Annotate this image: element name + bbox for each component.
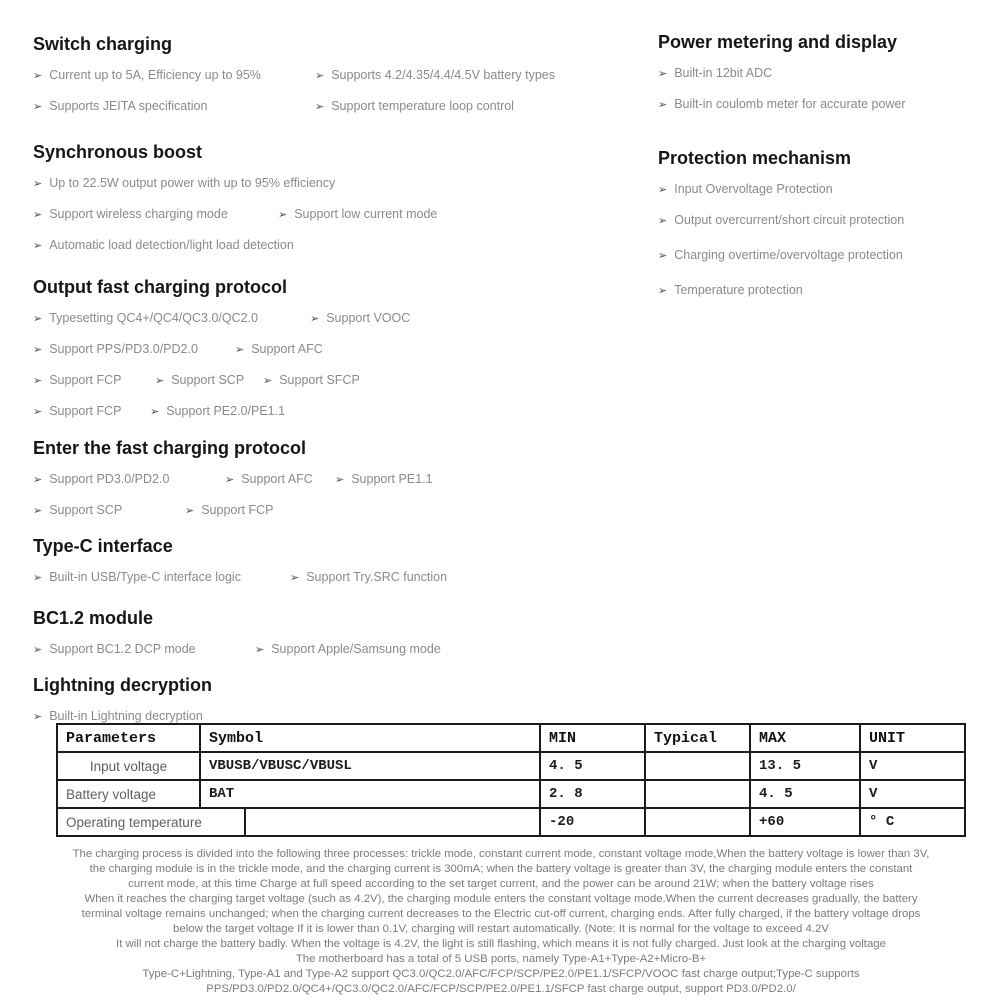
- table-header-max: MAX: [750, 724, 860, 752]
- feature-text: Support PD3.0/PD2.0: [49, 472, 170, 486]
- param-name-cell: Input voltage: [57, 752, 200, 780]
- table-header-min: MIN: [540, 724, 645, 752]
- arrow-bullet-icon: ➢: [658, 99, 668, 111]
- feature-text: Support temperature loop control: [331, 99, 514, 113]
- feature-item: [33, 206, 278, 223]
- feature-item: [185, 502, 273, 519]
- charging-notes: [31, 847, 971, 997]
- arrow-bullet-icon: ➢: [185, 505, 195, 517]
- feature-row: [33, 569, 645, 586]
- arrow-bullet-icon: ➢: [335, 474, 345, 486]
- feature-text: Support VOOC: [326, 311, 411, 325]
- arrow-bullet-icon: ➢: [155, 375, 165, 387]
- typical-cell: [645, 808, 750, 836]
- arrow-bullet-icon: ➢: [33, 101, 43, 113]
- feature-row: [33, 471, 645, 488]
- feature-text: Support AFC: [241, 472, 313, 486]
- feature-text: Built-in USB/Type-C interface logic: [49, 570, 241, 584]
- feature-item: [658, 247, 903, 264]
- feature-item: [263, 372, 360, 389]
- note-line: terminal voltage remains unchanged; when the charging current decreases to the Electric cut-off current, charging ends. After fully charged, if the battery voltage drops: [81, 908, 921, 920]
- table-header-parameters: Parameters: [57, 724, 200, 752]
- feature-text: Built-in coulomb meter for accurate power: [674, 97, 906, 111]
- table-row: [57, 808, 965, 836]
- note-line: When it reaches the charging target voltage (such as 4.2V), the charging module enters the constant voltage mode.When the current decreases gradually, the battery: [84, 893, 918, 905]
- section-title-output-fast-charging: Output fast charging protocol: [33, 277, 287, 297]
- feature-item: [33, 641, 255, 658]
- feature-text: Support FCP: [49, 404, 122, 418]
- note-line: The motherboard has a total of 5 USB ports, namely Type-A1+Type-A2+Micro-B+: [295, 953, 707, 965]
- feature-row: [658, 212, 992, 229]
- unit-cell: V: [860, 780, 965, 808]
- note-line: current mode, at this time Charge at full speed according to the set target current, and the power can be around 21W; when the battery voltage rises: [128, 878, 874, 890]
- feature-text: Support wireless charging mode: [49, 207, 228, 221]
- section-title-enter-fast-charging: Enter the fast charging protocol: [33, 438, 307, 458]
- arrow-bullet-icon: ➢: [33, 70, 43, 82]
- arrow-bullet-icon: ➢: [658, 250, 668, 262]
- section-title-bc12-module: BC1.2 module: [33, 608, 154, 628]
- feature-item: [658, 181, 833, 198]
- arrow-bullet-icon: ➢: [33, 406, 43, 418]
- arrow-bullet-icon: ➢: [33, 344, 43, 356]
- arrow-bullet-icon: ➢: [263, 375, 273, 387]
- feature-item: [33, 502, 185, 519]
- feature-item: [33, 403, 150, 420]
- arrow-bullet-icon: ➢: [33, 644, 43, 656]
- feature-item: [235, 341, 323, 358]
- max-cell: 13. 5: [750, 752, 860, 780]
- arrow-bullet-icon: ➢: [315, 101, 325, 113]
- arrow-bullet-icon: ➢: [658, 215, 668, 227]
- feature-item: [658, 282, 803, 299]
- feature-text: Support low current mode: [294, 207, 438, 221]
- feature-text: Support PE2.0/PE1.1: [166, 404, 286, 418]
- feature-row: [33, 372, 645, 389]
- max-cell: 4. 5: [750, 780, 860, 808]
- arrow-bullet-icon: ➢: [33, 375, 43, 387]
- note-line: It will not charge the battery badly. When the voltage is 4.2V, the light is still flashing, which means it is not fully charged. Just look at the charging voltage: [116, 938, 886, 950]
- arrow-bullet-icon: ➢: [658, 68, 668, 80]
- feature-text: Output overcurrent/short circuit protection: [674, 213, 905, 227]
- feature-row: [658, 247, 992, 264]
- unit-cell: ° C: [860, 808, 965, 836]
- feature-text: Support SCP: [171, 373, 245, 387]
- feature-item: [33, 569, 290, 586]
- feature-item: [658, 96, 906, 113]
- feature-text: Built-in 12bit ADC: [674, 66, 773, 80]
- table-header-typical: Typical: [645, 724, 750, 752]
- feature-item: [225, 471, 335, 488]
- feature-row: [658, 282, 992, 299]
- arrow-bullet-icon: ➢: [33, 474, 43, 486]
- arrow-bullet-icon: ➢: [658, 184, 668, 196]
- arrow-bullet-icon: ➢: [33, 505, 43, 517]
- feature-row: [658, 65, 992, 82]
- feature-text: Supports 4.2/4.35/4.4/4.5V battery types: [331, 68, 555, 82]
- arrow-bullet-icon: ➢: [33, 711, 43, 723]
- feature-item: [33, 67, 315, 84]
- arrow-bullet-icon: ➢: [33, 209, 43, 221]
- arrow-bullet-icon: ➢: [33, 178, 43, 190]
- feature-text: Support FCP: [201, 503, 274, 517]
- table-header-row: [57, 724, 965, 752]
- arrow-bullet-icon: ➢: [658, 285, 668, 297]
- section-title-type-c-interface: Type-C interface: [33, 536, 173, 556]
- feature-text: Support Try.SRC function: [306, 570, 448, 584]
- feature-item: [290, 569, 447, 586]
- arrow-bullet-icon: ➢: [33, 572, 43, 584]
- feature-text: Input Overvoltage Protection: [674, 182, 833, 196]
- feature-text: Support SFCP: [279, 373, 360, 387]
- arrow-bullet-icon: ➢: [33, 240, 43, 252]
- feature-text: Current up to 5A, Efficiency up to 95%: [49, 68, 261, 82]
- feature-text: Built-in Lightning decryption: [49, 709, 203, 723]
- note-line: The charging process is divided into the following three processes: trickle mode, constant current mode, constant voltage mode,When the battery voltage is lower than 3V,: [72, 848, 930, 860]
- feature-item: [33, 237, 294, 254]
- arrow-bullet-icon: ➢: [225, 474, 235, 486]
- feature-item: [658, 212, 904, 229]
- min-cell: -20: [540, 808, 645, 836]
- feature-text: Support BC1.2 DCP mode: [49, 642, 196, 656]
- arrow-bullet-icon: ➢: [150, 406, 160, 418]
- feature-item: [315, 98, 514, 115]
- feature-row: [33, 175, 645, 192]
- note-line: Type-C+Lightning, Type-A1 and Type-A2 support QC3.0/QC2.0/AFC/FCP/SCP/PE2.0/PE1.1/SFCP/VOOC fast charge output;Type-C supports: [142, 968, 860, 980]
- feature-text: Typesetting QC4+/QC4/QC3.0/QC2.0: [49, 311, 258, 325]
- feature-row: [658, 181, 992, 198]
- right-column: [658, 31, 992, 313]
- arrow-bullet-icon: ➢: [235, 344, 245, 356]
- section-title-protection-mechanism: Protection mechanism: [658, 148, 852, 168]
- feature-item: [278, 206, 437, 223]
- feature-item: [310, 310, 410, 327]
- arrow-bullet-icon: ➢: [290, 572, 300, 584]
- feature-text: Charging overtime/overvoltage protection: [674, 248, 903, 262]
- section-title-switch-charging: Switch charging: [33, 34, 173, 54]
- feature-item: [33, 341, 235, 358]
- feature-item: [150, 403, 285, 420]
- min-cell: 4. 5: [540, 752, 645, 780]
- feature-text: Support SCP: [49, 503, 123, 517]
- feature-row: [33, 98, 645, 115]
- symbol-cell: BAT: [200, 780, 540, 808]
- feature-row: [33, 237, 645, 254]
- feature-text: Supports JEITA specification: [49, 99, 208, 113]
- feature-text: Support AFC: [251, 342, 323, 356]
- max-cell: +60: [750, 808, 860, 836]
- feature-item: [33, 372, 155, 389]
- feature-text: Support PPS/PD3.0/PD2.0: [49, 342, 198, 356]
- table-header-unit: UNIT: [860, 724, 965, 752]
- arrow-bullet-icon: ➢: [255, 644, 265, 656]
- section-title-power-metering: Power metering and display: [658, 32, 898, 52]
- note-line: below the target voltage If it is lower than 0.1V, charging will restart automatically. (Note: It is normal for the voltage to exceed 4.2V: [173, 923, 829, 935]
- symbol-cell: [245, 808, 540, 836]
- feature-item: [335, 471, 433, 488]
- feature-text: Support Apple/Samsung mode: [271, 642, 441, 656]
- feature-row: [33, 502, 645, 519]
- param-name-cell: Operating temperature: [57, 808, 245, 836]
- feature-row: [33, 67, 645, 84]
- feature-row: [658, 96, 992, 113]
- feature-row: [33, 341, 645, 358]
- feature-row: [33, 641, 645, 658]
- feature-item: [33, 310, 310, 327]
- feature-item: [315, 67, 555, 84]
- feature-item: [658, 65, 772, 82]
- feature-item: [33, 98, 315, 115]
- typical-cell: [645, 752, 750, 780]
- arrow-bullet-icon: ➢: [310, 313, 320, 325]
- arrow-bullet-icon: ➢: [278, 209, 288, 221]
- unit-cell: V: [860, 752, 965, 780]
- feature-text: Automatic load detection/light load detection: [49, 238, 294, 252]
- feature-item: [33, 175, 335, 192]
- feature-row: [33, 403, 645, 420]
- table-row: [57, 752, 965, 780]
- symbol-cell: VBUSB/VBUSC/VBUSL: [200, 752, 540, 780]
- note-line: the charging module is in the trickle mode, and the charging current is 300mA; when the battery voltage is greater than 3V, the charging module enters the constant: [89, 863, 913, 875]
- feature-text: Temperature protection: [674, 283, 803, 297]
- feature-item: [33, 471, 225, 488]
- param-name-cell: Battery voltage: [57, 780, 200, 808]
- left-column: [33, 33, 645, 739]
- table-header-symbol: Symbol: [200, 724, 540, 752]
- typical-cell: [645, 780, 750, 808]
- min-cell: 2. 8: [540, 780, 645, 808]
- feature-text: Support FCP: [49, 373, 122, 387]
- feature-text: Support PE1.1: [351, 472, 433, 486]
- feature-item: [255, 641, 441, 658]
- spec-table: [56, 723, 966, 837]
- arrow-bullet-icon: ➢: [33, 313, 43, 325]
- section-title-synchronous-boost: Synchronous boost: [33, 142, 203, 162]
- feature-item: [155, 372, 263, 389]
- feature-row: [33, 206, 645, 223]
- feature-row: [33, 310, 645, 327]
- arrow-bullet-icon: ➢: [315, 70, 325, 82]
- section-title-lightning-decryption: Lightning decryption: [33, 675, 212, 695]
- note-line: PPS/PD3.0/PD2.0/QC4+/QC3.0/QC2.0/AFC/FCP/SCP/PE2.0/PE1.1/SFCP fast charge output, support PD3.0/PD2.0/: [206, 983, 796, 995]
- table-row: [57, 780, 965, 808]
- feature-text: Up to 22.5W output power with up to 95% efficiency: [49, 176, 336, 190]
